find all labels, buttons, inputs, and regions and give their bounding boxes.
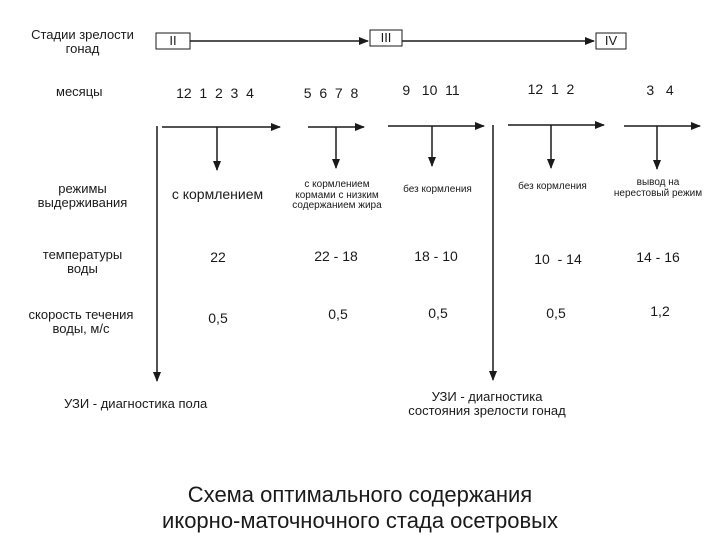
months-period-4: 12 1 2	[527, 81, 575, 97]
stage-label-ii: II	[169, 33, 177, 48]
temperature-1: 22	[210, 249, 226, 265]
diagram-title: Схема оптимального содержания икорно-маточночного стада осетровых	[162, 482, 558, 534]
months-period-1: 12 1 2 3 4	[176, 85, 254, 101]
temperature-5: 14 - 16	[636, 249, 680, 265]
stage-label-iii: III	[380, 30, 392, 45]
regime-3: без кормления	[403, 184, 472, 195]
regime-5: вывод на нерестовый режим	[613, 177, 703, 199]
uzi-sex-diagnostics: УЗИ - диагностика пола	[64, 396, 208, 411]
label-months: месяцы	[56, 84, 103, 99]
speed-3: 0,5	[428, 305, 448, 321]
regime-2: с кормлением кормами с низким содержанием жира	[292, 179, 382, 211]
months-period-5: 3 4	[646, 82, 674, 98]
speed-5: 1,2	[650, 303, 670, 319]
speed-4: 0,5	[546, 305, 566, 321]
stage-label-iv: IV	[604, 33, 618, 48]
regime-4: без кормления	[518, 181, 587, 192]
regime-1: с кормлением	[171, 186, 264, 202]
label-regimes: режимы выдерживания	[37, 181, 128, 211]
uzi-maturity-diagnostics: УЗИ - диагностика состояния зрелости гонад	[408, 389, 566, 419]
speed-2: 0,5	[328, 306, 348, 322]
temperature-3: 18 - 10	[414, 248, 458, 264]
months-period-2: 5 6 7 8	[303, 85, 359, 101]
temperature-2: 22 - 18	[314, 248, 358, 264]
label-speed: скорость течения воды, м/с	[28, 307, 134, 337]
months-period-3: 9 10 11	[402, 82, 460, 98]
label-temperature: температуры воды	[42, 247, 123, 277]
speed-1: 0,5	[208, 310, 228, 326]
label-stages: Стадии зрелости гонад	[31, 27, 134, 57]
temperature-4: 10 - 14	[534, 251, 582, 267]
